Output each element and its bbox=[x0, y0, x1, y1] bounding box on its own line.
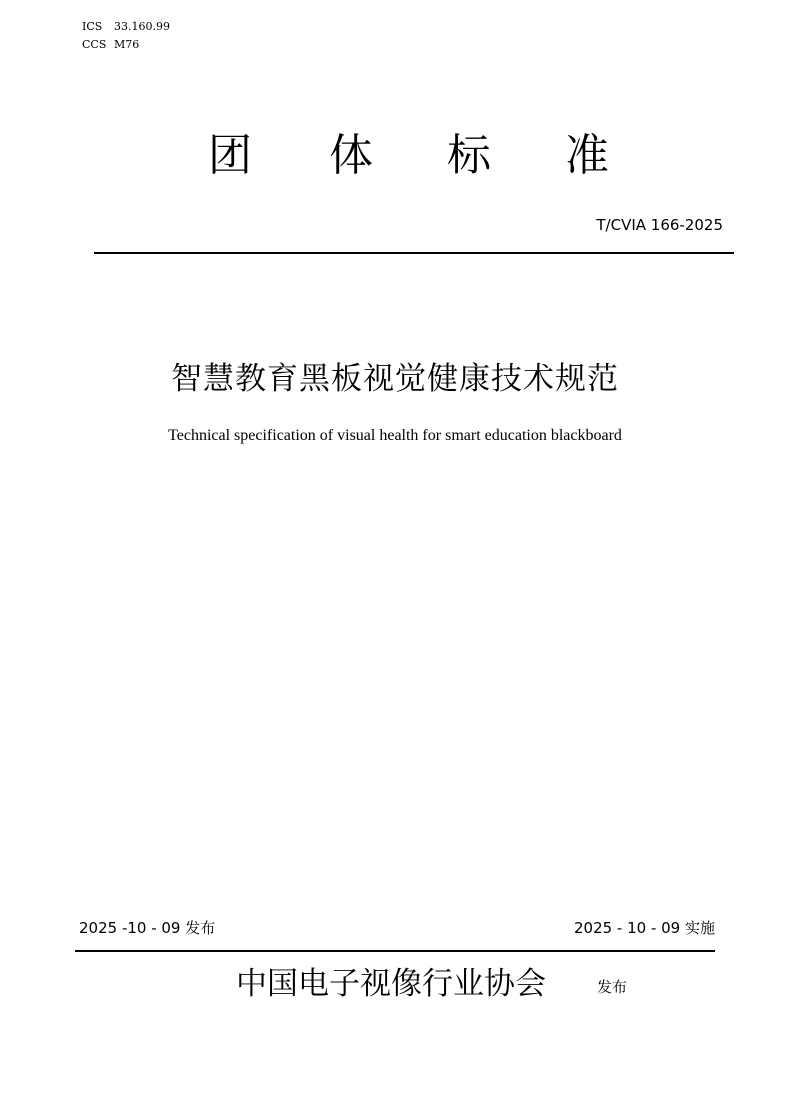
ics-code: 33.160.99 bbox=[114, 20, 170, 33]
ccs-code: M76 bbox=[114, 38, 140, 51]
ccs-line bbox=[82, 38, 139, 51]
top-divider bbox=[94, 252, 734, 254]
standard-type-char-1: 团 bbox=[208, 130, 252, 181]
standard-type-char-4: 准 bbox=[565, 130, 609, 181]
publisher-suffix: 发布 bbox=[597, 978, 628, 996]
title-english: Technical specification of visual health for smart education blackboard bbox=[168, 427, 622, 444]
standard-number: T/CVIA 166-2025 bbox=[596, 216, 723, 234]
ccs-label: CCS bbox=[82, 38, 107, 51]
title-chinese: 智慧教育黑板视觉健康技术规范 bbox=[171, 361, 619, 397]
publisher-name: 中国电子视像行业协会 bbox=[236, 966, 546, 1002]
ics-label: ICS bbox=[82, 20, 103, 33]
standard-type-heading bbox=[0, 126, 790, 196]
bottom-divider bbox=[75, 950, 715, 952]
ics-line bbox=[82, 20, 170, 33]
standard-type-char-3: 标 bbox=[447, 130, 491, 181]
release-date: 2025 -10 - 09 发布 bbox=[79, 919, 216, 937]
standard-type-char-2: 体 bbox=[329, 130, 373, 181]
implementation-date: 2025 - 10 - 09 实施 bbox=[573, 919, 715, 937]
